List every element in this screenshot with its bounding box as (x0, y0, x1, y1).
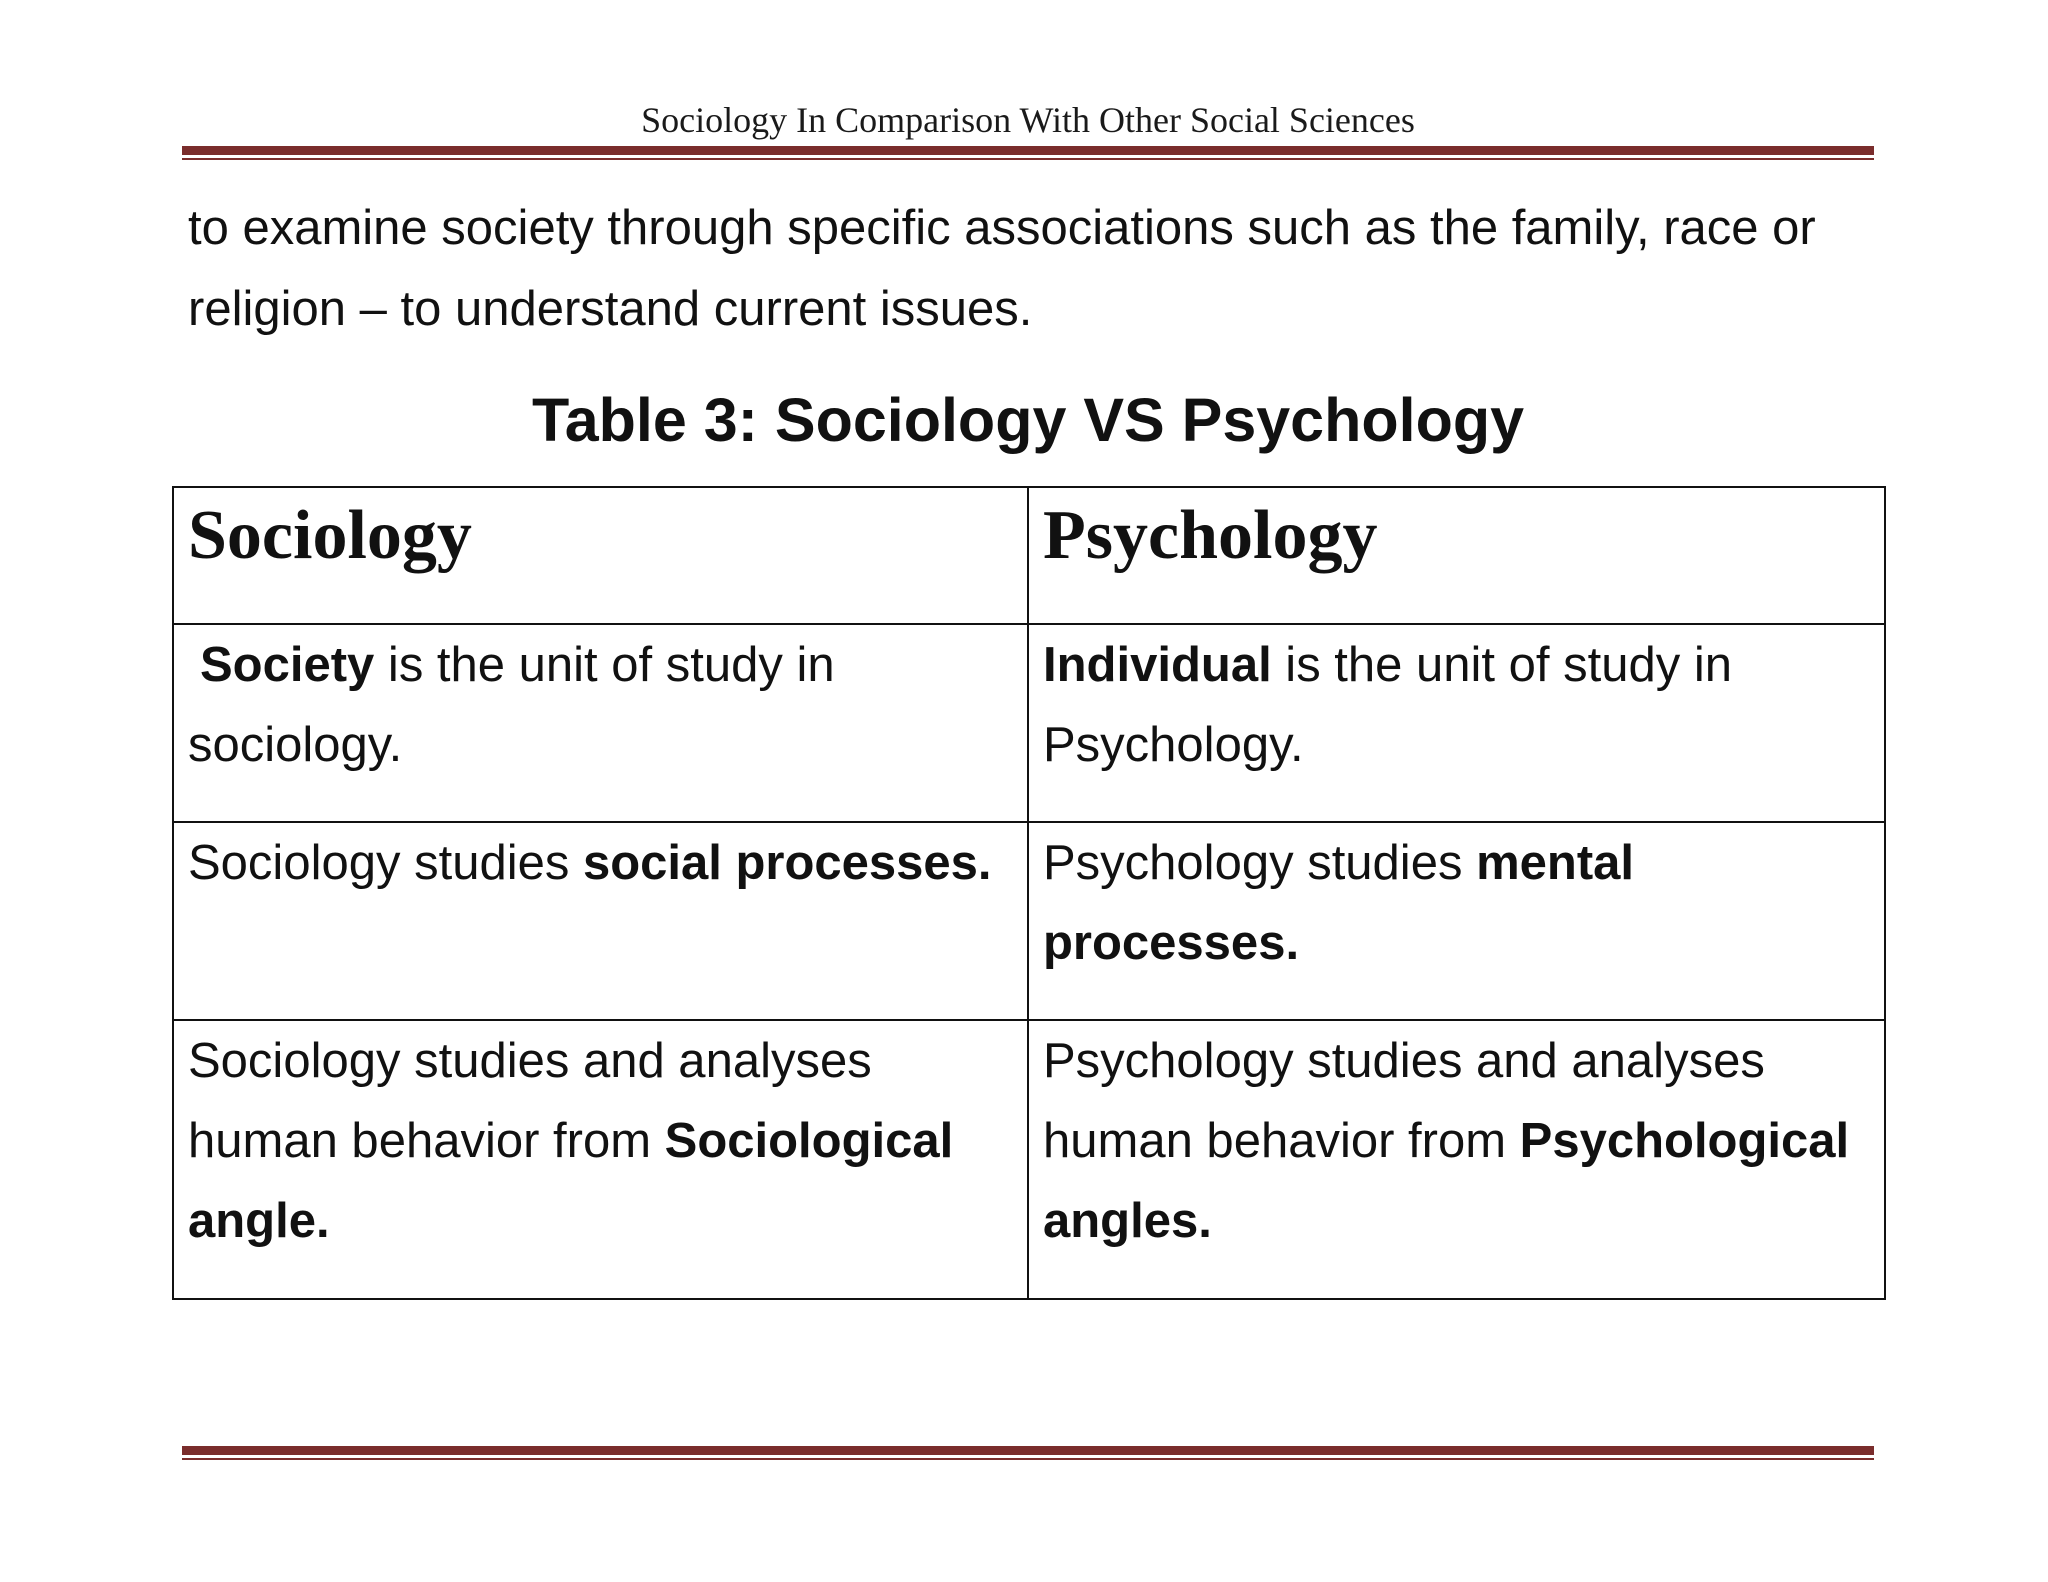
table-cell-sociology (173, 822, 1028, 1020)
cell-emphasis: mental processes. (1043, 836, 1634, 970)
cell-emphasis: Society (200, 638, 375, 692)
table-cell-sociology (173, 624, 1028, 822)
table-row (173, 1020, 1885, 1299)
column-header-psychology: Psychology (1028, 487, 1885, 624)
table-cell-psychology (1028, 822, 1885, 1020)
table-row (173, 822, 1885, 1020)
table-cell-psychology (1028, 1020, 1885, 1299)
cell-lead: Psychology studies (1043, 836, 1477, 890)
header-rule (182, 146, 1874, 155)
cell-rest: is the unit of study in sociology. (188, 638, 835, 772)
table-cell-sociology (173, 1020, 1028, 1299)
table-row (173, 624, 1885, 822)
cell-text (1043, 625, 1870, 785)
cell-rest: is the unit of study in Psychology. (1043, 638, 1732, 772)
cell-emphasis: Sociological angle. (188, 1114, 954, 1248)
cell-lead: Psychology studies and analyses human behavior from (1043, 1034, 1765, 1168)
cell-text (1043, 1021, 1870, 1261)
cell-emphasis: Psychological angles. (1043, 1114, 1850, 1248)
cell-lead: Sociology studies and analyses human behavior from (188, 1034, 872, 1168)
cell-text (188, 1021, 1013, 1261)
cell-emphasis: Individual (1043, 638, 1272, 692)
cell-text (188, 823, 1013, 903)
table-header-row (173, 487, 1885, 624)
cell-emphasis: social processes. (582, 836, 992, 890)
cell-text (188, 625, 1013, 785)
page-header: Sociology In Comparison With Other Social Sciences (641, 100, 1415, 140)
cell-text (1043, 823, 1870, 983)
footer-rule (182, 1446, 1874, 1455)
column-header-sociology: Sociology (173, 487, 1028, 624)
cell-lead: Sociology studies (188, 836, 583, 890)
table-caption: Table 3: Sociology VS Psychology (531, 386, 1525, 454)
table-cell-psychology (1028, 624, 1885, 822)
intro-paragraph: to examine society through specific associations such as the family, race or religion – to understand current issues. (188, 201, 1816, 336)
comparison-table (172, 486, 1886, 1300)
